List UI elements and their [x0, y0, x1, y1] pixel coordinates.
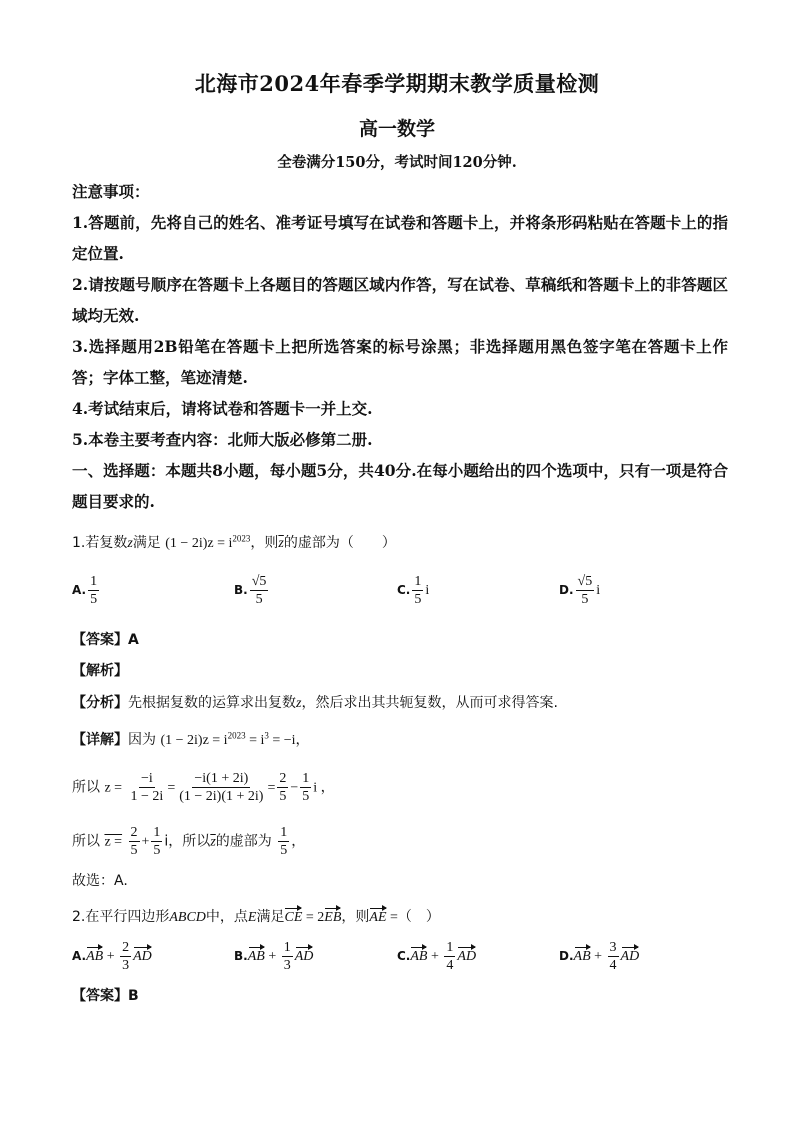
- q1-option-c: C. $\frac{1}{5}$ i: [397, 574, 430, 607]
- q2-stem: 2.在平行四边形ABCD中，点E满足CE = 2EB，则AE =（ ）: [72, 909, 440, 925]
- q2-option-a: A.AB + $\frac{2}{3}$ AD: [72, 940, 152, 973]
- q2-option-d: D.AB + $\frac{3}{4}$ AD: [559, 940, 640, 973]
- q1-option-a: A. $\frac{1}{5}$: [72, 574, 98, 607]
- q1-step-2: 所以 z = $\frac{2}{5}$ + $\frac{1}{5}$ i，所以$\overline{z}$的虚部为 $\frac{1}{5}$ ，: [72, 825, 306, 858]
- note-item-2: 2.请按题号顺序在答题卡上各题目的答题区域内作答，写在试卷、草稿纸和答题卡上的非答题区域均无效.: [72, 275, 728, 325]
- q1-option-b: B. $\frac{√5}{5}$: [234, 574, 267, 607]
- q1-step-1: 所以 z = $\frac{-i}{1 - 2i}$ = $\frac{-i(1 + 2i)}{(1 - 2i)(1 + 2i)}$ = $\frac{2}{5}$ − $\frac{1}{5}$ i ，: [72, 771, 335, 804]
- exam-info: 全卷满分150分，考试时间120分钟.: [277, 154, 517, 171]
- q1-option-d: D. $\frac{√5}{5}$ i: [559, 574, 601, 607]
- notes-heading: 注意事项：: [72, 182, 150, 201]
- q2-option-c: C.AB + $\frac{1}{4}$ AD: [397, 940, 477, 973]
- note-item-3: 3.选择题用2B铅笔在答题卡上把所选答案的标号涂黑；非选择题用黑色签字笔在答题卡上作答；字体工整，笔迹清楚.: [72, 337, 728, 387]
- q2-answer: 【答案】B: [72, 988, 139, 1004]
- q1-fenxi: 【分析】先根据复数的运算求出复数z，然后求出其共轭复数，从而可求得答案.: [72, 695, 558, 711]
- q1-answer: 【答案】A: [72, 632, 139, 648]
- note-item-4: 4.考试结束后，请将试卷和答题卡一并上交.: [72, 399, 373, 418]
- page-title: 北海市2024年春季学期期末教学质量检测: [194, 71, 600, 96]
- q1-detail: 【详解】因为 $(1 - 2i)z = i^{2023} = i^3 = -i$，: [72, 730, 310, 748]
- subject-title: 高一数学: [358, 118, 435, 140]
- q1-analysis-tag: 【解析】: [72, 663, 128, 679]
- q1-stem: 1.若复数z满足 $(1 - 2i)z = i^{2023}$，则$\overline{z}$的虚部为（ ）: [72, 533, 396, 551]
- note-item-1: 1.答题前，先将自己的姓名、准考证号填写在试卷和答题卡上，并将条形码粘贴在答题卡上的指定位置.: [72, 213, 728, 263]
- q2-option-b: B.AB + $\frac{1}{3}$ AD: [234, 940, 314, 973]
- q1-choose: 故选：A.: [72, 873, 128, 889]
- note-item-5: 5.本卷主要考查内容：北师大版必修第二册.: [72, 430, 373, 449]
- section-1-heading: 一、选择题：本题共8小题，每小题5分，共40分.在每小题给出的四个选项中，只有一项是符合题目要求的.: [72, 461, 728, 511]
